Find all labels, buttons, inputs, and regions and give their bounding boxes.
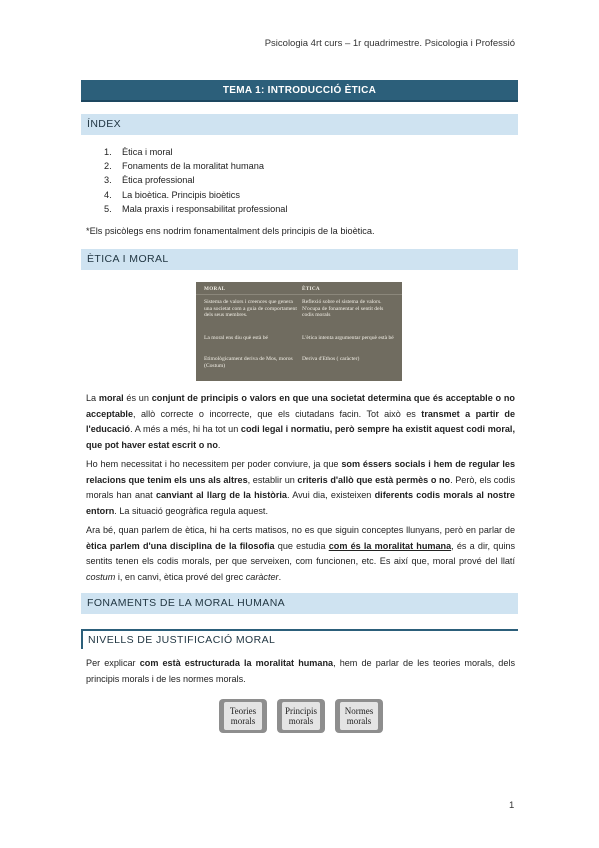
index-item: 1. Ètica i moral xyxy=(104,147,173,157)
table-cell-moral: La moral ens diu què està bé xyxy=(204,335,268,341)
table-header-etica: ÈTICA xyxy=(302,286,320,292)
section-heading-etica-moral: ÈTICA I MORAL xyxy=(81,249,518,270)
index-item: 5. Mala praxis i responsabilitat professional xyxy=(104,203,288,214)
paragraph-moral-need: Ho hem necessitat i ho necessitem per poder conviure, ja que som éssers socials i hem de regular les relacions que tenim els uns als altres, establir un criteris d'allò que està permès o no. Però, els codis morals han anat canviant al llarg de la història. Avui dia, existeixen diferents codis morals al nostre entorn. La situació geogràfica regula aquest. xyxy=(86,459,515,516)
index-item: 4. La bioètica. Principis bioètics xyxy=(104,189,240,200)
pill-normes-morals: Normes morals xyxy=(335,699,383,733)
pill-teories-morals: Teories morals xyxy=(219,699,267,733)
section-heading-fonaments: FONAMENTS DE LA MORAL HUMANA xyxy=(81,593,518,614)
paragraph-ethics-definition: Ara bé, quan parlem de ètica, hi ha certs matisos, no es que siguin conceptes llunyans, però en parlar de ètica parlem d'una disciplina de la filosofia que estudia com és la moralitat humana, és a dir, quins sentits tenen els codis morals, per que serveixen, com funcionen, etc. Es així que, moral prové del llatí costum i, en canvi, ètica prové del grec caràcter. xyxy=(86,525,515,582)
subsection-heading-nivells: NIVELLS DE JUSTIFICACIÓ MORAL xyxy=(81,629,518,649)
table-cell-moral: Sistema de valors i creences que genera una societat com a guia de comportament dels seus membres. xyxy=(204,299,297,319)
pill-principis-morals: Principis morals xyxy=(277,699,325,733)
moral-vs-ethics-table-image xyxy=(196,282,402,381)
table-header-moral: MORAL xyxy=(204,286,226,292)
document-title: TEMA 1: INTRODUCCIÓ ÈTICA xyxy=(81,80,518,102)
index-item: 2. Fonaments de la moralitat humana xyxy=(104,161,264,172)
table-cell-etica: L'ètica intenta argumentar perquè està bé xyxy=(302,335,394,341)
page-number: 1 xyxy=(509,800,515,811)
bioethics-note: *Els psicòlegs ens nodrim fonamentalment dels principis de la bioètica. xyxy=(86,226,375,236)
table-divider xyxy=(196,294,402,295)
table-cell-etica: Deriva d'Ethos ( caràcter) xyxy=(302,356,360,362)
index-list xyxy=(104,145,287,216)
table-cell-etica: Reflexió sobre el sistema de valors. N'ocupa de fonamentar el sentit dels codis morals xyxy=(302,299,384,319)
index-item: 3. Ètica professional xyxy=(104,175,195,186)
table-cell-moral: Etimològicament deriva de Mos, moros (Costum) xyxy=(204,356,293,369)
paragraph-moral-definition: La moral és un conjunt de principis o valors en que una societat determina que és acceptable o no acceptable, allò correcte o incorrecte, que els ciutadans facin. Tot això es transmet a partir de l'educació. A més a més, hi ha tot un codi legal i normatiu, però sempre ha existit aquest codi moral, que pot haver estat escrit o no. xyxy=(86,393,516,450)
page-header: Psicologia 4rt curs – 1r quadrimestre. Psicologia i Professió xyxy=(264,38,515,49)
paragraph-structure-intro: Per explicar com està estructurada la moralitat humana, hem de parlar de les teories morals, dels principis morals i de les normes morals. xyxy=(86,658,515,684)
section-heading-index: ÍNDEX xyxy=(81,114,518,135)
